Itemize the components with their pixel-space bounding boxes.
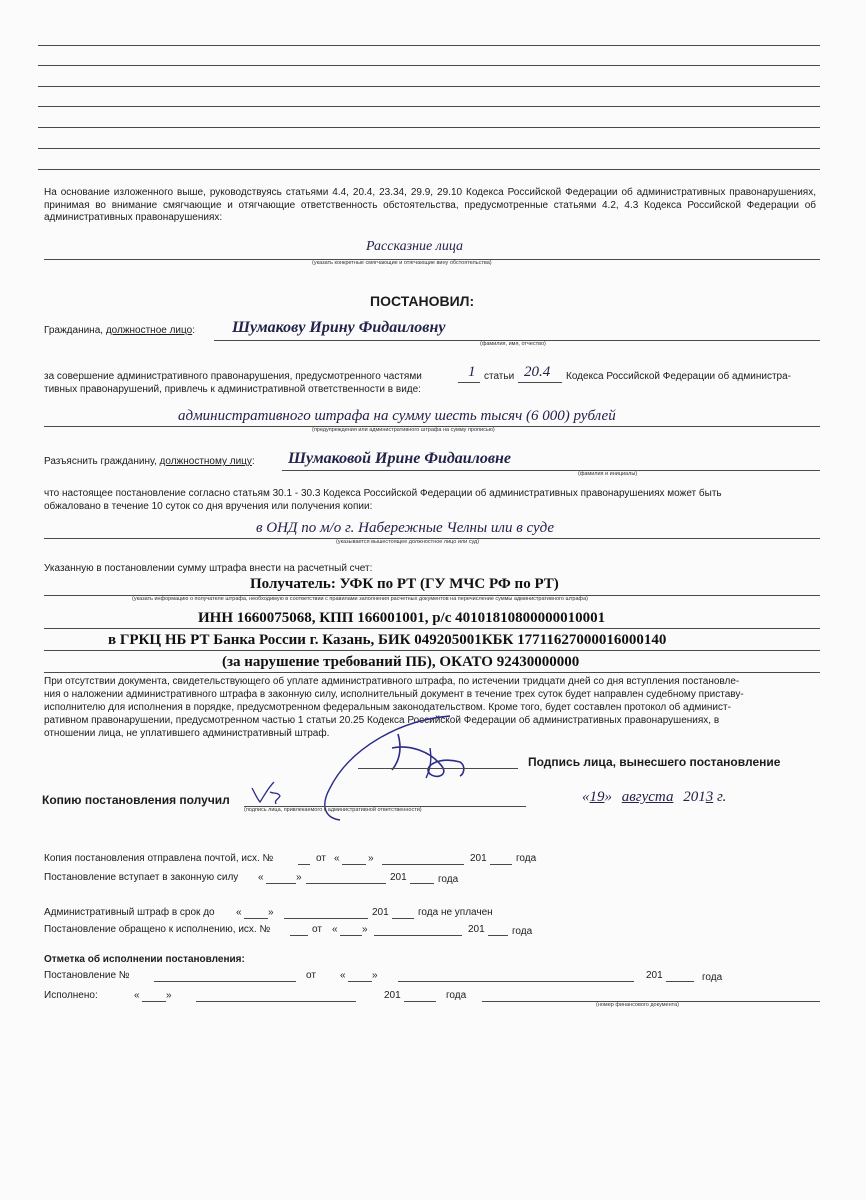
enforcement-from: от (312, 924, 322, 935)
basis-paragraph: На основание изложенного выше, руководствуясь статьями 4.4, 20.4, 23.34, 29.9, 29.10 Кодекса Российской Федерации об административных правонарушениях, принимая во внимание смягчающие и отягчающие ответственность обстоятельства, предусмотренные статьями 4.2, 4.3 Кодекса Российской Федерации об административных правонарушениях: (44, 187, 816, 223)
enforcement-goda: года (512, 926, 533, 937)
person-hint: (фамилия, имя, отчество) (480, 341, 546, 347)
explain-label-prefix: Разъяснить гражданину, (44, 456, 160, 467)
executed-quote-close: » (166, 990, 172, 1001)
date-suffix: г. (716, 789, 727, 805)
person-name: Шумакову Ирину Фидаиловну (232, 319, 446, 336)
circumstances-hint: (указать конкретные смягчающие и отягчающие вину обстоятельства) (312, 260, 492, 266)
decision-quote-close: » (372, 970, 378, 981)
enforcement-label: Постановление обращено к исполнению, исх. № (44, 924, 271, 935)
execution-title: Отметка об исполнении постановления: (44, 954, 245, 965)
payment-label: Указанную в постановлении сумму штрафа внести на расчетный счет: (44, 563, 373, 574)
sent-quote-close: » (368, 853, 374, 864)
decision-quote-open: « (340, 970, 346, 981)
circumstances-value: Рассказние лица (366, 239, 464, 254)
sent-quote-open: « (334, 853, 340, 864)
explain-label (44, 456, 255, 468)
fin-doc-hint: (номер финансового документа) (596, 1002, 679, 1008)
person-label-suffix: : (192, 325, 195, 336)
fine-year: 201 (372, 907, 389, 918)
executed-quote-open: « (134, 990, 140, 1001)
issuer-signature-label: Подпись лица, вынесшего постановление (528, 755, 781, 769)
enforcement-quote-close: » (362, 924, 368, 935)
sent-goda: года (516, 853, 537, 864)
fine-deadline-label: Административный штраф в срок до (44, 907, 215, 918)
enforcement-quote-open: « (332, 924, 338, 935)
in-force-label: Постановление вступает в законную силу (44, 872, 239, 883)
violation-text2: статьи (484, 371, 515, 382)
explain-hint: (фамилия и инициалы) (578, 471, 638, 477)
payment-recipient: Получатель: УФК по РТ (ГУ МЧС РФ по РТ) (250, 576, 559, 592)
explain-name: Шумаковой Ирине Фидаиловне (288, 450, 512, 467)
absence-line2: ния о наложении административного штрафа в законную силу, исполнительный документ в течение трех суток будет направлен судебному приставу- (44, 689, 744, 700)
payment-line2: ИНН 1660075068, КПП 166001001, р/с 40101810800000010001 (198, 610, 606, 626)
violation-text1: за совершение административного правонарушения, предусмотренного частями (44, 371, 422, 382)
date-day: 19 (589, 789, 605, 805)
fine-quote-open: « (236, 907, 242, 918)
penalty-hint: (предупреждения или административного штрафа на сумму прописью) (312, 427, 495, 433)
person-label-official: должностное лицо (105, 325, 193, 336)
in-force-goda: года (438, 874, 459, 885)
absence-line3: исполнителю для исполнения в порядке, предусмотренном федеральным законодательством. Кроме того, будет составлен протокол об админист- (44, 702, 731, 713)
date-quote-open: « (582, 789, 590, 805)
in-force-year: 201 (390, 872, 407, 883)
decision-no-label: Постановление № (44, 970, 130, 981)
decision-year: 201 (646, 970, 663, 981)
violation-article: 20.4 (524, 364, 551, 380)
executed-label: Исполнено: (44, 990, 98, 1001)
date-year-digit: 3 (705, 789, 714, 805)
decision-from: от (306, 970, 316, 981)
person-label (44, 325, 195, 337)
copy-received-label: Копию постановления получил (42, 793, 230, 807)
authority-hint: (указывается вышестоящее должностное лицо или суд) (336, 539, 480, 545)
decision-goda: года (702, 972, 723, 983)
authority-value: в ОНД по м/о г. Набережные Челны или в суде (256, 520, 555, 536)
absence-line5: отношении лица, не уплатившего административный штраф. (44, 728, 330, 739)
executed-goda: года (446, 990, 467, 1001)
page-title: ПОСТАНОВИЛ: (370, 293, 475, 309)
in-force-quote-close: » (296, 872, 302, 883)
sent-by-mail-label: Копия постановления отправлена почтой, исх. № (44, 853, 274, 864)
absence-line4: ративном правонарушении, предусмотренном частью 1 статьи 20.25 Кодекса Российской Федерации об административных правонарушениях, в (44, 715, 720, 726)
absence-line1: При отсутствии документа, свидетельствующего об уплате административного штрафа, по истечении тридцати дней со дня вступления постановле- (44, 676, 740, 687)
signature-date (582, 789, 726, 806)
payment-line4: (за нарушение требований ПБ), ОКАТО 92430000000 (222, 654, 580, 670)
payment-recipient-hint: (указать информацию о получателе штрафа, необходимую в соответствии с правилами заполнения расчетных документов на перечисление суммы административного штрафа) (132, 596, 588, 602)
penalty-value: административного штрафа на сумму шесть тысяч (6 000) рублей (178, 408, 616, 424)
sent-year: 201 (470, 853, 487, 864)
appeal-line1: что настоящее постановление согласно статьям 30.1 - 30.3 Кодекса Российской Федерации об административных правонарушениях может быть (44, 488, 722, 499)
copy-received-hint: (подпись лица, привлекаемого к административной ответственности) (244, 807, 422, 813)
violation-text3a: Кодекса Российской Федерации об администра- (566, 371, 791, 382)
violation-text3b: тивных правонарушений, привлечь к административной ответственности в виде: (44, 384, 421, 395)
enforcement-year: 201 (468, 924, 485, 935)
date-month: августа (621, 789, 674, 805)
date-quote-close: » (604, 789, 612, 805)
explain-label-official: должностному лицу (159, 456, 252, 467)
sent-from-label: от (316, 853, 326, 864)
executed-year: 201 (384, 990, 401, 1001)
person-label-prefix: Гражданина, (44, 325, 106, 336)
in-force-quote-open: « (258, 872, 264, 883)
explain-label-suffix: : (251, 456, 255, 467)
appeal-line2: обжаловано в течение 10 суток со дня вручения или получения копии: (44, 501, 373, 512)
date-year-prefix: 201 (683, 789, 706, 805)
violation-part: 1 (468, 364, 476, 380)
fine-quote-close: » (268, 907, 274, 918)
fine-not-paid: года не уплачен (418, 907, 493, 918)
payment-line3: в ГРКЦ НБ РТ Банка России г. Казань, БИК 049205001КБК 17711627000016000140 (108, 632, 667, 648)
